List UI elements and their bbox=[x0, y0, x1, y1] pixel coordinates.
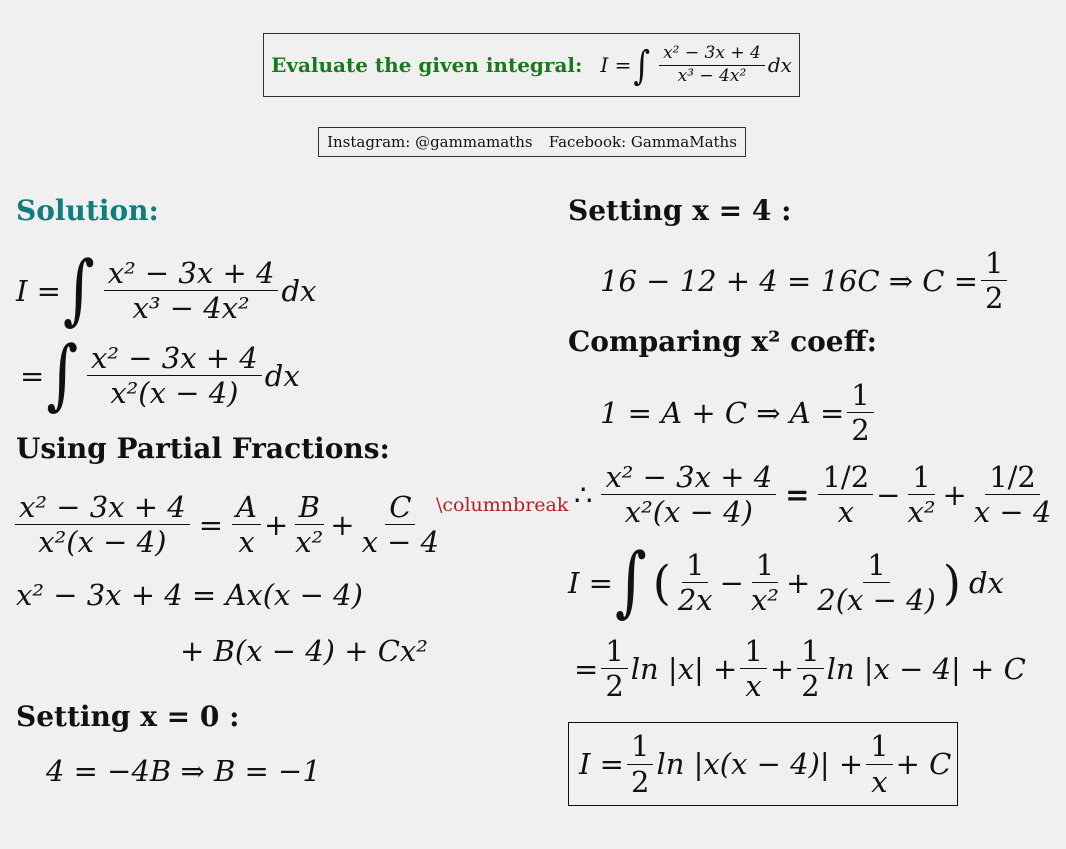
setting-x-0-result: 4 = −4B ⇒ B = −1 bbox=[46, 754, 321, 788]
social-links-box bbox=[318, 127, 746, 157]
comparing-coeff-result: 1 = A + C ⇒ A = $\frac{1}{2}$ bbox=[600, 380, 877, 446]
problem-statement-box bbox=[263, 33, 800, 97]
antiderivative-result: = $\frac{1}{2}$ ln |x| + $\frac{1}{x}$ + $\frac{1}{2}$ ln |x − 4| + C bbox=[574, 634, 1026, 704]
partial-fractions-heading: Using Partial Fractions: bbox=[16, 432, 390, 465]
setting-x-0-heading: Setting x = 0 : bbox=[16, 700, 240, 733]
solution-heading: Solution: bbox=[16, 194, 159, 227]
columnbreak-text: \columnbreak bbox=[436, 494, 569, 516]
facebook-handle: Facebook: GammaMaths bbox=[548, 133, 737, 151]
instagram-handle: Instagram: @gammamaths bbox=[327, 133, 533, 151]
final-answer-box bbox=[568, 722, 958, 806]
integral-of-decomposition: I = ∫ ( $\frac{1}{2x}$ − $\frac{1}{\text{x²}}$ + $\frac{1}{2(x - 4)}$ ) dx bbox=[568, 537, 1004, 627]
integral-equation-2: = ∫ $\frac{\text{x² − 3x + 4}}{\text{x²(x − 4)}}$ dx bbox=[20, 330, 300, 420]
partial-fraction-setup: $\frac{\text{x² − 3x + 4}}{\text{x²(x − 4)}}$ = $\frac{A}{x}$ + $\frac{B}{\text{x²}}$ + $\frac{C}{x - 4}$ bbox=[12, 492, 446, 558]
integral-equation-1: I = ∫ $\frac{\text{x² − 3x + 4}}{\text{x³ − 4x²}}$ dx bbox=[16, 245, 317, 335]
setting-x-4-heading: Setting x = 4 : bbox=[568, 194, 792, 227]
setting-x-4-result: 16 − 12 + 4 = 16C ⇒ C = $\frac{1}{2}$ bbox=[600, 248, 1010, 314]
problem-label: Evaluate the given integral: bbox=[271, 53, 583, 77]
problem-integral: I = ∫ $\frac{\text{x² − 3x + 4}}{\text{x³ − 4x²}}$ dx bbox=[600, 41, 792, 89]
expansion-line-2: + B(x − 4) + Cx² bbox=[180, 634, 428, 668]
problem-fraction: $\frac{\text{x² − 3x + 4}}{\text{x³ − 4x²}}$ bbox=[659, 45, 765, 86]
comparing-coeff-heading: Comparing x² coeff: bbox=[568, 325, 877, 358]
decomposition-result: ∴ $\frac{\text{x² − 3x + 4}}{\text{x²(x − 4)}}$ = $\frac{1/2}{x}$ − $\frac{1}{\text{x²}}$ + $\frac{1/2}{x - 4}$ bbox=[574, 460, 1052, 530]
final-answer: I = $\frac{1}{2}$ ln |x(x − 4)| + $\frac{1}{x}$ + C bbox=[579, 729, 952, 799]
expansion-line-1: x² − 3x + 4 = Ax(x − 4) bbox=[16, 578, 363, 612]
